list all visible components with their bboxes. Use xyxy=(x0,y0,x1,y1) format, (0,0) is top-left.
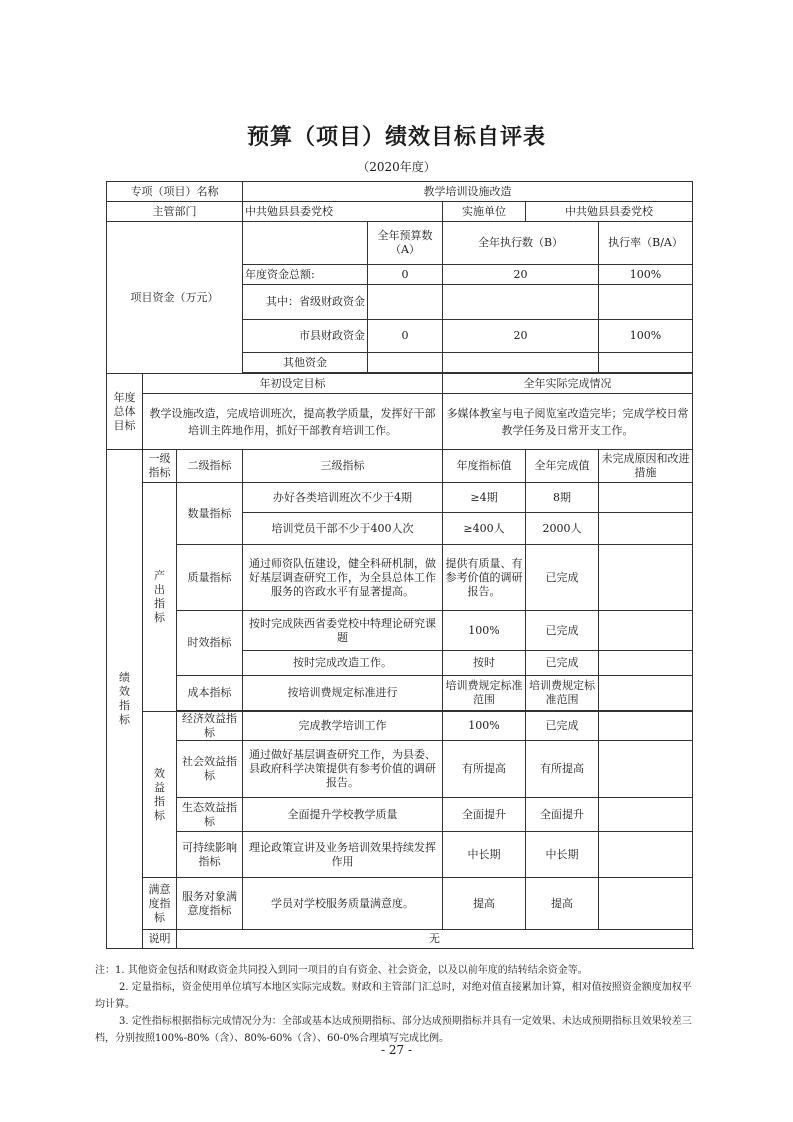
header-level2: 二级指标 xyxy=(177,450,243,483)
header-level3: 三级指标 xyxy=(243,450,443,483)
footnotes xyxy=(95,962,700,1047)
level3-cell: 办好各类培训班次不少于4期 xyxy=(243,483,443,513)
funds-row-name: 市县财政资金 xyxy=(243,320,368,353)
target-cell: 提供有质量、有参考价值的调研报告。 xyxy=(443,545,526,611)
actual-cell: 培训费规定标准范围 xyxy=(526,676,599,711)
reason-cell xyxy=(599,611,693,651)
level3-cell: 按时完成陕西省委党校中特理论研究课题 xyxy=(243,611,443,651)
funds-row-budget xyxy=(368,285,443,320)
impl-label: 实施单位 xyxy=(443,202,526,222)
level2-cell: 时效指标 xyxy=(177,611,243,676)
reason-cell xyxy=(599,676,693,711)
funds-row-rate: 100% xyxy=(599,320,693,353)
remark-value: 无 xyxy=(177,930,693,949)
target-cell: 提高 xyxy=(443,878,526,930)
target-cell: 有所提高 xyxy=(443,741,526,798)
impl-value: 中共勉县县委党校 xyxy=(526,202,693,222)
funds-row-rate: 100% xyxy=(599,265,693,285)
remark-label: 说明 xyxy=(143,930,177,949)
reason-cell xyxy=(599,483,693,513)
funds-row-rate xyxy=(599,285,693,320)
actual-cell: 8期 xyxy=(526,483,599,513)
level2-cell: 质量指标 xyxy=(177,545,243,611)
funds-row-exec xyxy=(443,285,599,320)
goals-initial-header: 年初设定目标 xyxy=(143,374,443,394)
note-1: 注：1. 其他资金包括和财政资金共同投入到同一项目的自有资金、社会资金，以及以前年度的结转结余资金等。 xyxy=(95,965,588,976)
level3-cell: 完成教学培训工作 xyxy=(243,712,443,741)
goals-initial-text: 教学设施改造，完成培训班次，提高教学质量，发挥好干部培训主阵地作用，抓好干部教育培训工作。 xyxy=(143,394,443,450)
actual-cell: 已完成 xyxy=(526,712,599,741)
target-cell: 100% xyxy=(443,712,526,741)
level2-cell: 成本指标 xyxy=(177,676,243,711)
reason-cell xyxy=(599,513,693,545)
level2-cell: 数量指标 xyxy=(177,483,243,545)
page-subtitle: （2020年度） xyxy=(357,160,436,174)
reason-cell xyxy=(599,878,693,930)
target-cell: 全面提升 xyxy=(443,798,526,832)
reason-cell xyxy=(599,741,693,798)
project-name-label: 专项（项目）名称 xyxy=(107,182,243,202)
funds-row-budget: 0 xyxy=(368,320,443,353)
funds-row-exec: 20 xyxy=(443,265,599,285)
funds-col-exec: 全年执行数（B） xyxy=(443,222,599,265)
reason-cell xyxy=(599,712,693,741)
level1-output: 产出指标 xyxy=(143,483,177,712)
goals-label: 年度总体目标 xyxy=(107,374,143,450)
funds-row-exec: 20 xyxy=(443,320,599,353)
actual-cell: 有所提高 xyxy=(526,741,599,798)
level3-cell: 按时完成改造工作。 xyxy=(243,651,443,676)
header-level1: 一级指标 xyxy=(143,450,177,483)
level3-cell: 全面提升学校教学质量 xyxy=(243,798,443,832)
reason-cell xyxy=(599,798,693,832)
note-2: 2. 定量指标，资金使用单位填写本地区实际完成数。财政和主管部门汇总时，对绝对值直接累加计算，相对值按照资金额度加权平均计算。 xyxy=(95,982,692,1010)
target-cell: 按时 xyxy=(443,651,526,676)
level2-cell: 生态效益指标 xyxy=(177,798,243,832)
level1-satisfaction: 满意度指标 xyxy=(143,878,177,930)
level3-cell: 理论政策宣讲及业务培训效果持续发挥作用 xyxy=(243,832,443,878)
level2-cell: 服务对象满意度指标 xyxy=(177,878,243,930)
actual-cell: 中长期 xyxy=(526,832,599,878)
goals-actual-text: 多媒体教室与电子阅览室改造完毕；完成学校日常教学任务及日常开支工作。 xyxy=(443,394,693,450)
level2-cell: 经济效益指标 xyxy=(177,712,243,741)
target-cell: ≥400人 xyxy=(443,513,526,545)
header-actual: 全年完成值 xyxy=(526,450,599,483)
funds-row-exec xyxy=(443,353,599,373)
funds-header-blank xyxy=(243,222,368,265)
target-cell: 培训费规定标准范围 xyxy=(443,676,526,711)
funds-label: 项目资金（万元） xyxy=(107,222,243,374)
target-cell: 100% xyxy=(443,611,526,651)
header-reason: 未完成原因和改进措施 xyxy=(599,450,693,483)
level3-cell: 培训党员干部不少于400人次 xyxy=(243,513,443,545)
actual-cell: 全面提升 xyxy=(526,798,599,832)
actual-cell: 已完成 xyxy=(526,545,599,611)
actual-cell: 提高 xyxy=(526,878,599,930)
target-cell: ≥4期 xyxy=(443,483,526,513)
page-number: - 27 - xyxy=(380,1043,412,1057)
level3-cell: 学员对学校服务质量满意度。 xyxy=(243,878,443,930)
funds-row-budget: 0 xyxy=(368,265,443,285)
dept-label: 主管部门 xyxy=(107,202,243,222)
funds-row-name: 其他资金 xyxy=(243,353,368,373)
funds-col-rate: 执行率（B/A） xyxy=(599,222,693,265)
funds-row-budget xyxy=(368,353,443,373)
funds-col-budget: 全年预算数（A） xyxy=(368,222,443,265)
level3-cell: 通过师资队伍建设，健全科研机制，做好基层调查研究工作，为全县总体工作服务的咨政水平有显著提高。 xyxy=(243,545,443,611)
evaluation-table xyxy=(106,181,693,949)
indicators-label: 绩效指标 xyxy=(107,450,143,949)
actual-cell: 2000人 xyxy=(526,513,599,545)
level3-cell: 按培训费规定标准进行 xyxy=(243,676,443,711)
level2-cell: 可持续影响指标 xyxy=(177,832,243,878)
actual-cell: 已完成 xyxy=(526,611,599,651)
level2-cell: 社会效益指标 xyxy=(177,741,243,798)
target-cell: 中长期 xyxy=(443,832,526,878)
header-target: 年度指标值 xyxy=(443,450,526,483)
funds-row-rate xyxy=(599,353,693,373)
note-3: 3. 定性指标根据指标完成情况分为：全部或基本达成预期指标、部分达成预期指标并具有一定效果、未达成预期指标且效果较差三档，分别按照100%-80%（含）、80%-60%（含）、60-0%合理填写完成比例。 xyxy=(95,1016,692,1044)
page-title: 预算（项目）绩效目标自评表 xyxy=(246,124,546,150)
goals-actual-header: 全年实际完成情况 xyxy=(443,374,693,394)
reason-cell xyxy=(599,545,693,611)
reason-cell xyxy=(599,832,693,878)
dept-value: 中共勉县县委党校 xyxy=(243,202,443,222)
project-name-value: 教学培训设施改造 xyxy=(243,182,693,202)
reason-cell xyxy=(599,651,693,676)
funds-row-name: 年度资金总额: xyxy=(243,265,368,285)
actual-cell: 已完成 xyxy=(526,651,599,676)
level3-cell: 通过做好基层调查研究工作，为县委、县政府科学决策提供有参考价值的调研报告。 xyxy=(243,741,443,798)
funds-row-name: 其中：省级财政资金 xyxy=(243,285,368,320)
level1-benefit: 效益指标 xyxy=(143,712,177,878)
